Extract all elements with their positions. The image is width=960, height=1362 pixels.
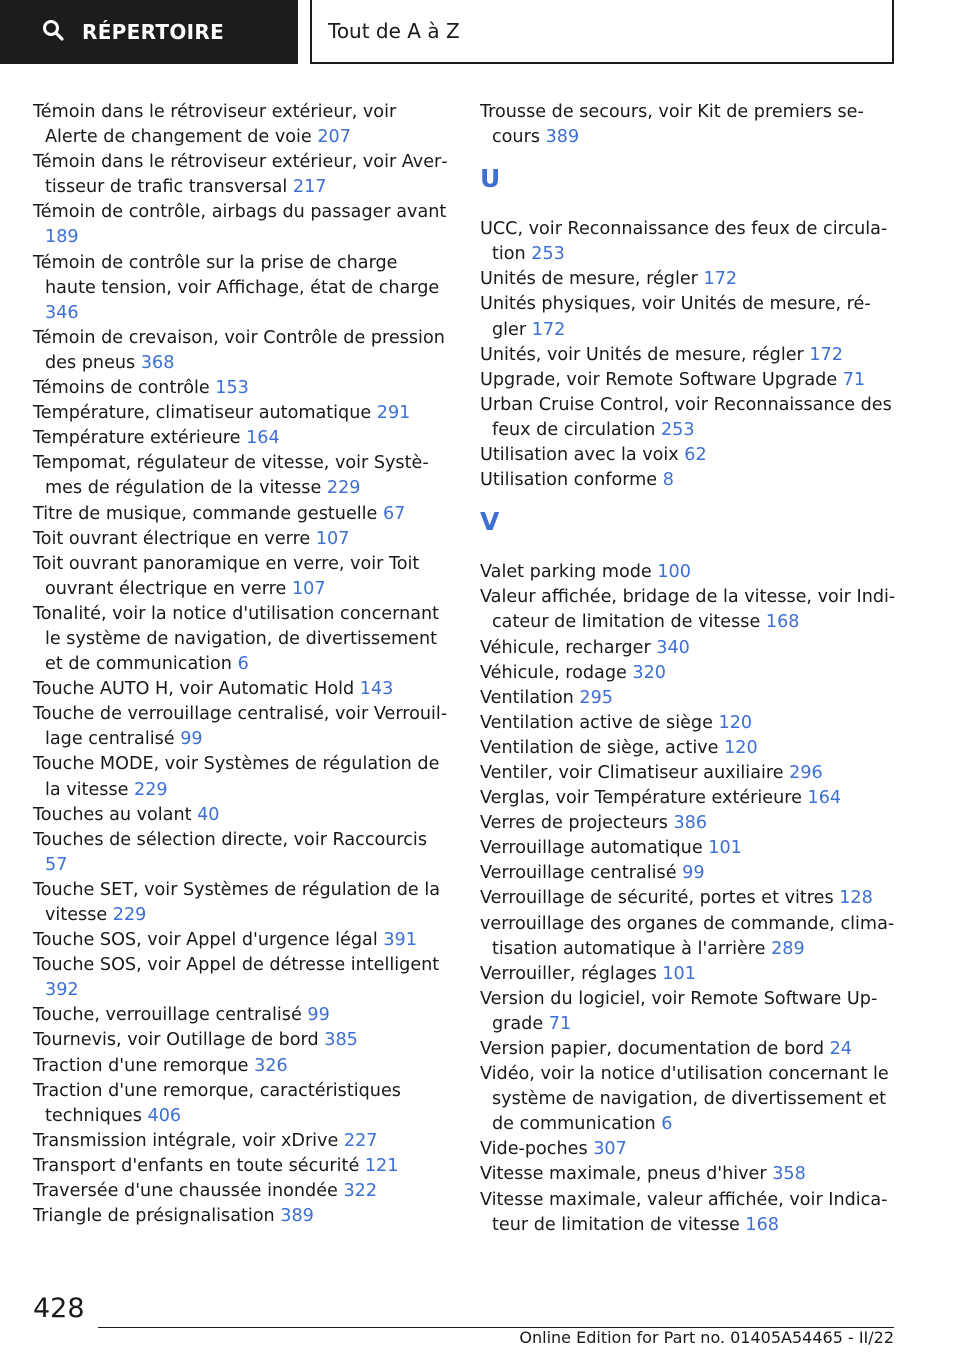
index-entry-text: Témoin dans le rétroviseur extérieur, voir Alerte de changement de voie (33, 102, 397, 148)
index-entry-text: Touche SET, voir Systèmes de régulation de la vitesse (33, 879, 441, 925)
index-entry (33, 1054, 451, 1079)
page-link[interactable]: 368 (140, 352, 175, 373)
index-entry-text: Verrouillage centralisé (480, 863, 677, 884)
index-entry (33, 527, 451, 552)
page-link[interactable]: 217 (292, 177, 327, 198)
index-entry (480, 836, 898, 861)
index-entry-text: Vide-poches (480, 1139, 588, 1160)
section-letter-u: U (480, 164, 501, 194)
page-link[interactable]: 40 (197, 804, 220, 825)
page-link[interactable]: 71 (842, 369, 866, 390)
index-entry (33, 1003, 451, 1028)
index-entry (33, 1179, 451, 1204)
page-link[interactable]: 168 (745, 1214, 780, 1235)
index-entry-text: Tempomat, régulateur de vitesse, voir Systèmes de régulation de la vitesse (33, 453, 429, 499)
index-entry (33, 1028, 451, 1053)
index-entry (480, 686, 898, 711)
page-link[interactable]: 295 (579, 687, 613, 708)
index-entry (480, 585, 898, 635)
index-entry-text: Température extérieure (33, 428, 241, 449)
index-entry-text: Trousse de secours, voir Kit de premiers secours (480, 102, 864, 148)
page-link[interactable]: 57 (45, 854, 68, 875)
page-link[interactable]: 143 (359, 679, 394, 700)
index-entry-text: Toit ouvrant électrique en verre (33, 528, 311, 549)
index-entry-text: Traction d'une remorque, caractéristiques techniques (33, 1080, 401, 1126)
index-entry-text: Véhicule, rodage (480, 662, 627, 683)
index-entry-text: Véhicule, recharger (480, 637, 651, 658)
index-entry-text: Ventilation (480, 687, 574, 708)
index-entry (480, 811, 898, 836)
page-link[interactable]: 99 (307, 1005, 330, 1026)
index-entry (480, 1162, 898, 1187)
page-link[interactable]: 8 (662, 470, 674, 491)
index-entry-text: Touches au volant (33, 804, 192, 825)
page-link[interactable]: 107 (315, 528, 350, 549)
page-link[interactable]: 120 (718, 712, 753, 733)
page-header (0, 0, 960, 66)
index-entry-text: Témoin de contrôle, airbags du passager avant (33, 202, 447, 223)
index-entry-text: Témoins de contrôle (33, 378, 210, 399)
page-link[interactable]: 229 (112, 905, 147, 925)
index-entry (33, 878, 451, 928)
index-entry (33, 1154, 451, 1179)
index-entry (480, 987, 898, 1037)
index-entry (480, 761, 898, 786)
index-entry (480, 962, 898, 987)
index-entry-text: Tonalité, voir la notice d'utilisation concernant le système de navigation, de divertissement et de communication (33, 603, 440, 675)
index-entry (33, 677, 451, 702)
index-entry-text: UCC, voir Reconnaissance des feux de circulation (480, 219, 888, 265)
index-entry-text: Vitesse maximale, pneus d'hiver (480, 1164, 767, 1185)
index-entry-text: Touche, verrouillage centralisé (33, 1005, 302, 1026)
edition-note: Online Edition for Part no. 01405A54465 - II/22 (519, 1328, 894, 1347)
index-entry-text: Ventilation de siège, active (480, 737, 719, 758)
index-entry (480, 1062, 898, 1137)
index-entry (480, 736, 898, 761)
page-link[interactable]: 6 (661, 1114, 673, 1135)
index-entry (33, 1129, 451, 1154)
index-entry (480, 886, 898, 911)
index-entry (33, 1079, 451, 1129)
index-entry-text: Transport d'enfants en toute sécurité (33, 1155, 360, 1176)
index-entry-text: Triangle de présignalisation (33, 1206, 275, 1227)
index-entry (480, 786, 898, 811)
page-link[interactable]: 406 (147, 1105, 182, 1126)
page-link[interactable]: 71 (548, 1013, 572, 1034)
index-entry (33, 200, 451, 250)
tab-title-label: Tout de A à Z (328, 19, 460, 43)
index-entry (480, 1188, 898, 1238)
page-link[interactable]: 128 (839, 888, 873, 909)
index-entry-text: verrouillage des organes de commande, climatisation automatique à l'arrière (480, 913, 895, 959)
index-entry (33, 451, 451, 501)
page-link[interactable]: 189 (45, 227, 79, 248)
index-entry (480, 1137, 898, 1162)
page-link[interactable]: 326 (254, 1055, 288, 1076)
index-entry (480, 861, 898, 886)
index-entry (33, 1204, 451, 1229)
page-link[interactable]: 320 (632, 662, 666, 683)
page-link[interactable]: 392 (45, 980, 79, 1001)
page-link[interactable]: 62 (684, 445, 707, 466)
index-entry (480, 267, 898, 292)
page-link[interactable]: 99 (180, 729, 203, 750)
page-link[interactable]: 322 (343, 1181, 378, 1202)
index-entry-text: Température, climatiseur automatique (33, 403, 372, 424)
page-link[interactable]: 6 (237, 654, 249, 675)
page-link[interactable]: 153 (215, 378, 249, 399)
page-link[interactable]: 358 (772, 1164, 806, 1185)
index-entry-text: Vidéo, voir la notice d'utilisation concernant le système de navigation, de divertissement et de communication (480, 1064, 889, 1135)
index-entry-text: Verrouillage automatique (480, 838, 703, 859)
index-entry (33, 828, 451, 878)
index-entry-text: Verrouiller, réglages (480, 963, 657, 984)
index-entry-text: Version papier, documentation de bord (480, 1039, 824, 1059)
page-link[interactable]: 296 (789, 762, 823, 783)
index-entry (33, 100, 451, 150)
index-entry (33, 803, 451, 828)
page-link[interactable]: 391 (383, 930, 417, 951)
page-link[interactable]: 100 (657, 562, 691, 583)
page-link[interactable]: 99 (682, 863, 705, 884)
page-link[interactable]: 67 (382, 503, 406, 524)
page-link[interactable]: 227 (343, 1130, 378, 1151)
index-entry (480, 368, 898, 393)
page-link[interactable]: 389 (280, 1206, 314, 1227)
index-entry-text: Ventilation active de siège (480, 712, 713, 733)
index-entry (33, 426, 451, 451)
index-entry-text: Transmission intégrale, voir xDrive (33, 1130, 339, 1151)
index-entry-text: Témoin de crevaison, voir Contrôle de pression des pneus (33, 327, 445, 373)
page-link[interactable]: 172 (531, 319, 566, 340)
index-entry-text: Vitesse maximale, valeur affichée, voir Indicateur de limitation de vitesse (480, 1189, 888, 1235)
index-entry-text: Version du logiciel, voir Remote Software Upgrade (480, 988, 878, 1034)
index-entry (33, 326, 451, 376)
index-entry (33, 150, 451, 200)
index-entry-text: Touche AUTO H, voir Automatic Hold (33, 679, 355, 700)
index-entry (33, 602, 451, 677)
index-entry (33, 552, 451, 602)
page-link[interactable]: 291 (376, 403, 411, 424)
index-entry-text: Unités, voir Unités de mesure, régler (480, 344, 804, 365)
index-entry (480, 912, 898, 962)
index-entry (480, 661, 898, 686)
page-link[interactable]: 172 (703, 269, 738, 290)
tab-repertoire-label: RÉPERTOIRE (82, 20, 225, 44)
page-number: 428 (33, 1293, 85, 1324)
page-link[interactable]: 164 (807, 788, 842, 809)
index-entry-text: Touche SOS, voir Appel de détresse intelligent (33, 955, 440, 976)
index-entry (480, 1037, 898, 1062)
page-link[interactable]: 385 (324, 1030, 358, 1051)
page-link[interactable]: 101 (708, 838, 742, 859)
index-entry-text: Ventiler, voir Climatiseur auxiliaire (480, 762, 784, 783)
page-link[interactable]: 307 (593, 1139, 627, 1160)
page-link[interactable]: 168 (765, 612, 800, 633)
tab-title[interactable] (310, 0, 894, 64)
index-entry (33, 702, 451, 752)
page-link[interactable]: 229 (134, 779, 168, 800)
page-link[interactable]: 289 (771, 938, 805, 959)
index-entry (33, 251, 451, 326)
page-link[interactable]: 101 (662, 963, 696, 984)
index-entry (33, 376, 451, 401)
page-link[interactable]: 253 (660, 419, 695, 440)
page-link[interactable]: 207 (317, 127, 351, 148)
index-entry-text: Utilisation avec la voix (480, 445, 679, 466)
tab-repertoire[interactable] (0, 0, 298, 64)
index-entry-text: Touche de verrouillage centralisé, voir Verrouillage centralisé (33, 704, 448, 750)
page-link[interactable]: 346 (45, 302, 79, 323)
page-link[interactable]: 120 (724, 737, 758, 758)
index-entry (480, 292, 898, 342)
index-entry (480, 443, 898, 468)
index-entry-text: Traversée d'une chaussée inondée (33, 1181, 338, 1202)
index-entry (480, 468, 898, 493)
index-entry-text: Upgrade, voir Remote Software Upgrade (480, 369, 838, 390)
index-entry (33, 752, 451, 802)
index-entry-text: Unités de mesure, régler (480, 269, 698, 290)
page-link[interactable]: 121 (364, 1155, 399, 1176)
index-entry (33, 928, 451, 953)
index-entry-text: Touche SOS, voir Appel d'urgence légal (33, 930, 378, 951)
index-entry (33, 502, 451, 527)
index-column-left (33, 100, 451, 1229)
index-entry (33, 953, 451, 1003)
index-entry-text: Tournevis, voir Outillage de bord (33, 1030, 319, 1051)
page-link[interactable]: 340 (656, 637, 690, 658)
page-link[interactable]: 172 (809, 344, 843, 365)
index-entry-text: Verres de projecteurs (480, 813, 668, 834)
page-link[interactable]: 164 (246, 428, 280, 449)
search-icon (42, 19, 82, 46)
index-entry-text: Verrouillage de sécurité, portes et vitres (480, 888, 834, 909)
index-entry-text: Toit ouvrant panoramique en verre, voir Toit ouvrant électrique en verre (33, 553, 420, 599)
index-entry (480, 100, 898, 150)
page-link[interactable]: 24 (829, 1039, 852, 1059)
index-entry-text: Témoin de contrôle sur la prise de charge haute tension, voir Affichage, état de charge (33, 252, 440, 298)
section-letter-v: V (480, 507, 500, 537)
index-entry (480, 560, 898, 585)
index-entry-text: Titre de musique, commande gestuelle (33, 503, 378, 524)
index-entry-text: Valeur affichée, bridage de la vitesse, voir Indicateur de limitation de vitesse (480, 587, 896, 633)
page-link[interactable]: 107 (291, 578, 326, 599)
index-entry-text: Unités physiques, voir Unités de mesure, régler (480, 294, 871, 340)
page-link[interactable]: 229 (326, 478, 361, 499)
index-entry-text: Témoin dans le rétroviseur extérieur, voir Avertisseur de trafic transversal (33, 152, 448, 198)
index-entry-text: Verglas, voir Température extérieure (480, 788, 802, 809)
index-entry (480, 393, 898, 443)
page-link[interactable]: 386 (673, 813, 708, 834)
page-link[interactable]: 253 (531, 244, 565, 265)
index-entry-text: Utilisation conforme (480, 470, 658, 491)
index-entry-text: Urban Cruise Control, voir Reconnaissance des feux de circulation (480, 394, 892, 440)
index-entry (480, 217, 898, 267)
index-entry (480, 343, 898, 368)
index-entry-text: Touche MODE, voir Systèmes de régulation de la vitesse (33, 754, 440, 800)
index-entry (33, 401, 451, 426)
index-entry-text: Traction d'une remorque (33, 1055, 249, 1076)
index-entry-text: Touches de sélection directe, voir Raccourcis (33, 829, 427, 850)
page-link[interactable]: 389 (545, 127, 580, 148)
index-column-right (480, 100, 898, 1238)
index-entry-text: Valet parking mode (480, 562, 652, 583)
index-entry (480, 711, 898, 736)
index-entry (480, 636, 898, 661)
